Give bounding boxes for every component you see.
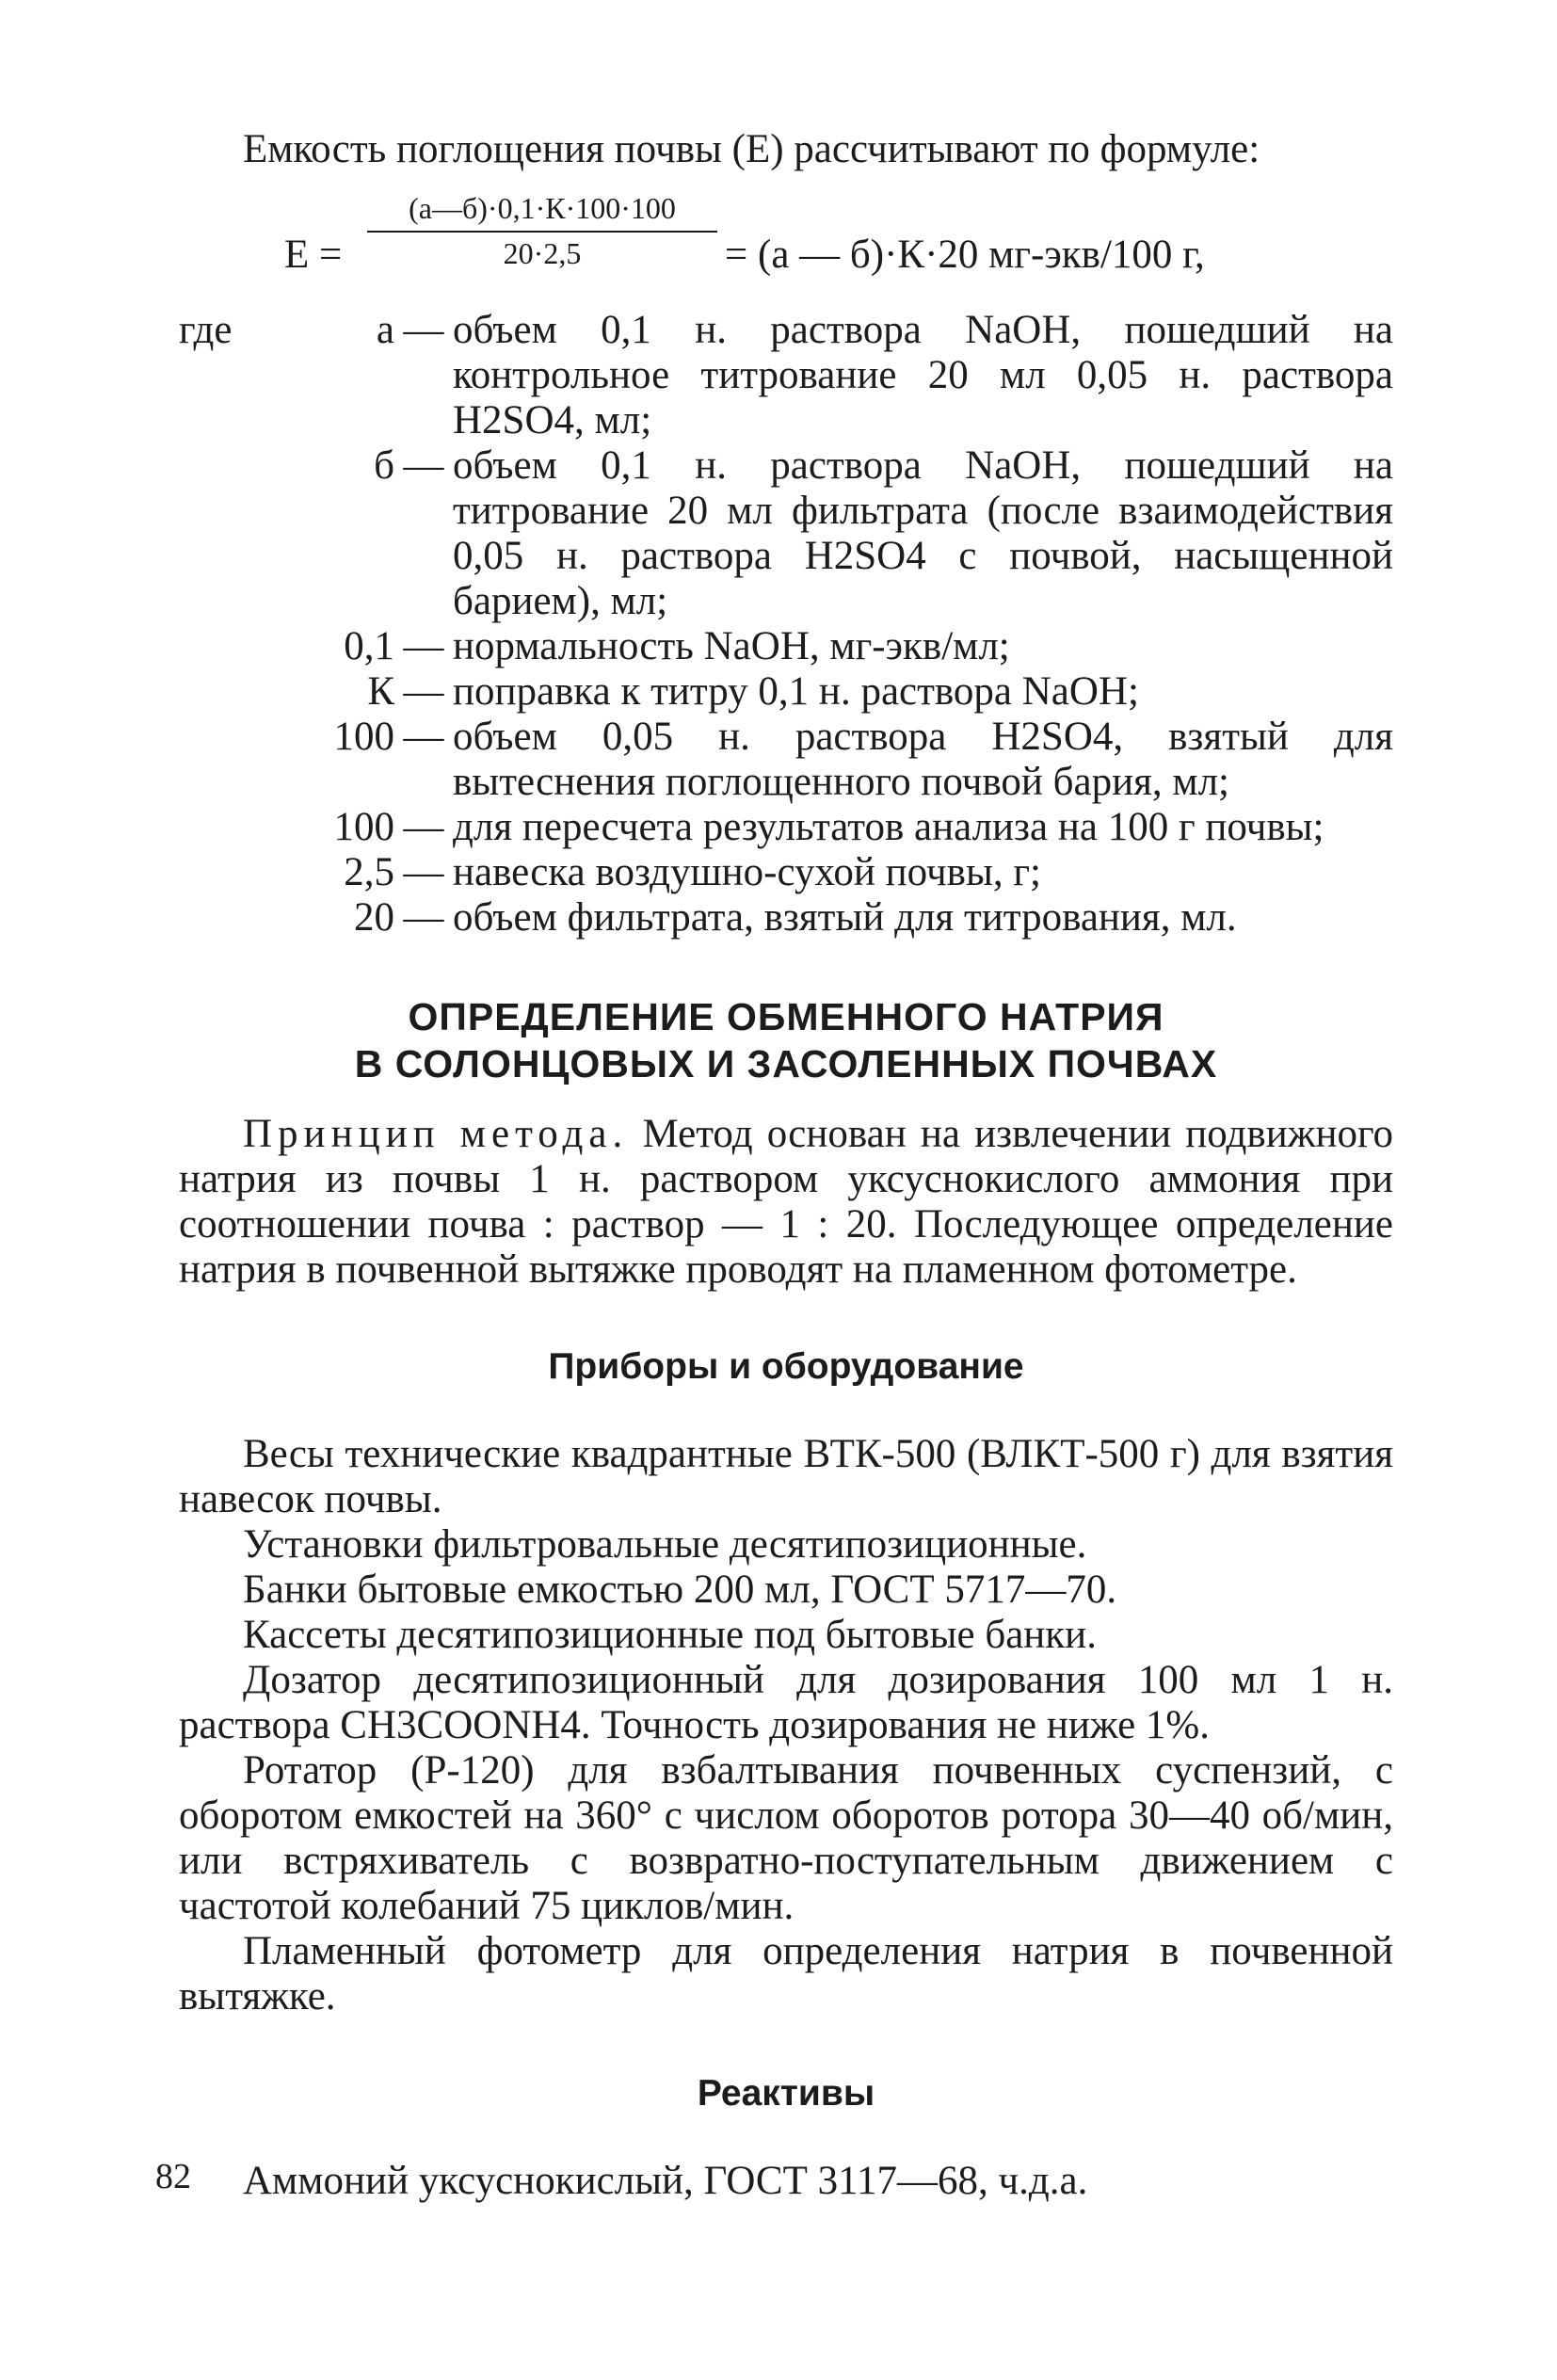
definitions-list [179,308,1393,941]
reagent-item: Аммоний уксуснокислый, ГОСТ 3117—68, ч.д.а. [243,2159,1088,2203]
definition-dash: — [403,850,444,894]
definition-dash: — [403,443,444,488]
reagents-heading: Реактивы [697,2073,875,2114]
definition-dash: — [403,895,444,940]
definition-symbol: 2,5 [344,850,394,894]
definition-text: для пересчета результатов анализа на 100 г почвы; [453,805,1324,849]
formula-denominator: 20·2,5 [503,236,582,270]
formula-fraction [367,189,717,272]
formula-lhs: Е = [284,233,343,277]
definition-text: поправка к титру 0,1 н. раствора NaOH; [453,669,1139,714]
page-number: 82 [155,2157,191,2196]
formula-rhs: = (а — б)·К·20 мг-экв/100 г, [725,233,1205,277]
definition-dash: — [403,669,444,714]
definition-dash: — [403,624,444,668]
section-title-line2: В СОЛОНЦОВЫХ И ЗАСОЛЕННЫХ ПОЧВАХ [354,1042,1218,1085]
intro-paragraph: Емкость поглощения почвы (Е) рассчитывают по формуле: [243,127,1260,171]
definition-row [179,624,1393,669]
equipment-item: Установки фильтровальные десятипозиционные. [243,1522,1087,1567]
equipment-heading: Приборы и оборудование [548,1346,1024,1387]
capacity-formula [179,176,1393,300]
definition-dash: — [403,308,444,352]
definition-row [179,715,1393,805]
definition-text: объем фильтрата, взятый для титрования, мл. [453,895,1237,940]
definition-text: навеска воздушно-сухой почвы, г; [453,850,1041,894]
section-title-line1: ОПРЕДЕЛЕНИЕ ОБМЕННОГО НАТРИЯ [408,995,1164,1038]
definition-dash: — [403,805,444,849]
definition-symbol: 100 [333,805,394,849]
principle-paragraph [179,1112,1393,1293]
definition-symbol: К [367,669,394,714]
definition-row [179,443,1393,624]
principle-text: Метод основан на извлечении подвижного натрия из почвы 1 н. раствором уксуснокислого аммония при соотношении почва : раствор — 1 : 20. Последующее определение натрия в почвенной вытяжке проводят на пламенном фотометре. [179,1112,1394,1292]
definition-text: объем 0,05 н. раствора H2SO4, взятый для вытеснения поглощенного почвой бария, мл; [453,715,1393,804]
definition-text: объем 0,1 н. раствора NaOH, пошедший на контрольное титрование 20 мл 0,05 н. раствора H2SO4, мл; [453,308,1393,442]
definition-text: нормальность NaOH, мг-экв/мл; [453,624,1010,668]
definition-row [179,850,1393,895]
definition-row [179,669,1393,715]
definition-row [179,805,1393,850]
definition-text: объем 0,1 н. раствора NaOH, пошедший на титрование 20 мл фильтрата (после взаимодействия 0,05 н. раствора H2SO4 с почвой, насыщенной барием), мл; [453,443,1393,623]
formula-numerator: (а—б)·0,1·К·100·100 [367,189,717,233]
equipment-item: Ротатор (Р-120) для взбалтывания почвенных суспензий, с оборотом емкостей на 360° с числом оборотов ротора 30—40 об/мин, или встряхиватель с возвратно-поступательным движением с частотой колебаний 75 циклов/мин. [179,1748,1393,1928]
page-content [179,127,1393,2204]
where-label: где [179,308,233,352]
definition-dash: — [403,715,444,759]
definition-symbol: 100 [333,715,394,759]
definition-row [179,308,1393,443]
equipment-item: Пламенный фотометр для определения натрия в почвенной вытяжке. [179,1929,1393,2018]
definition-symbol: а [376,308,394,352]
principle-label: Принцип метода. [243,1112,629,1156]
definition-row [179,895,1393,941]
equipment-item: Дозатор десятипозиционный для дозирования 100 мл 1 н. раствора CH3COONH4. Точность дозирования не ниже 1%. [179,1658,1393,1747]
definition-symbol: 20 [354,895,394,940]
equipment-item: Кассеты десятипозиционные под бытовые банки. [243,1613,1097,1657]
definition-symbol: 0,1 [344,624,394,668]
section-title [179,993,1393,1087]
definition-symbol: б [374,443,394,488]
equipment-item: Весы технические квадрантные ВТК-500 (ВЛКТ-500 г) для взятия навесок почвы. [179,1432,1393,1521]
equipment-item: Банки бытовые емкостью 200 мл, ГОСТ 5717—70. [243,1568,1117,1612]
